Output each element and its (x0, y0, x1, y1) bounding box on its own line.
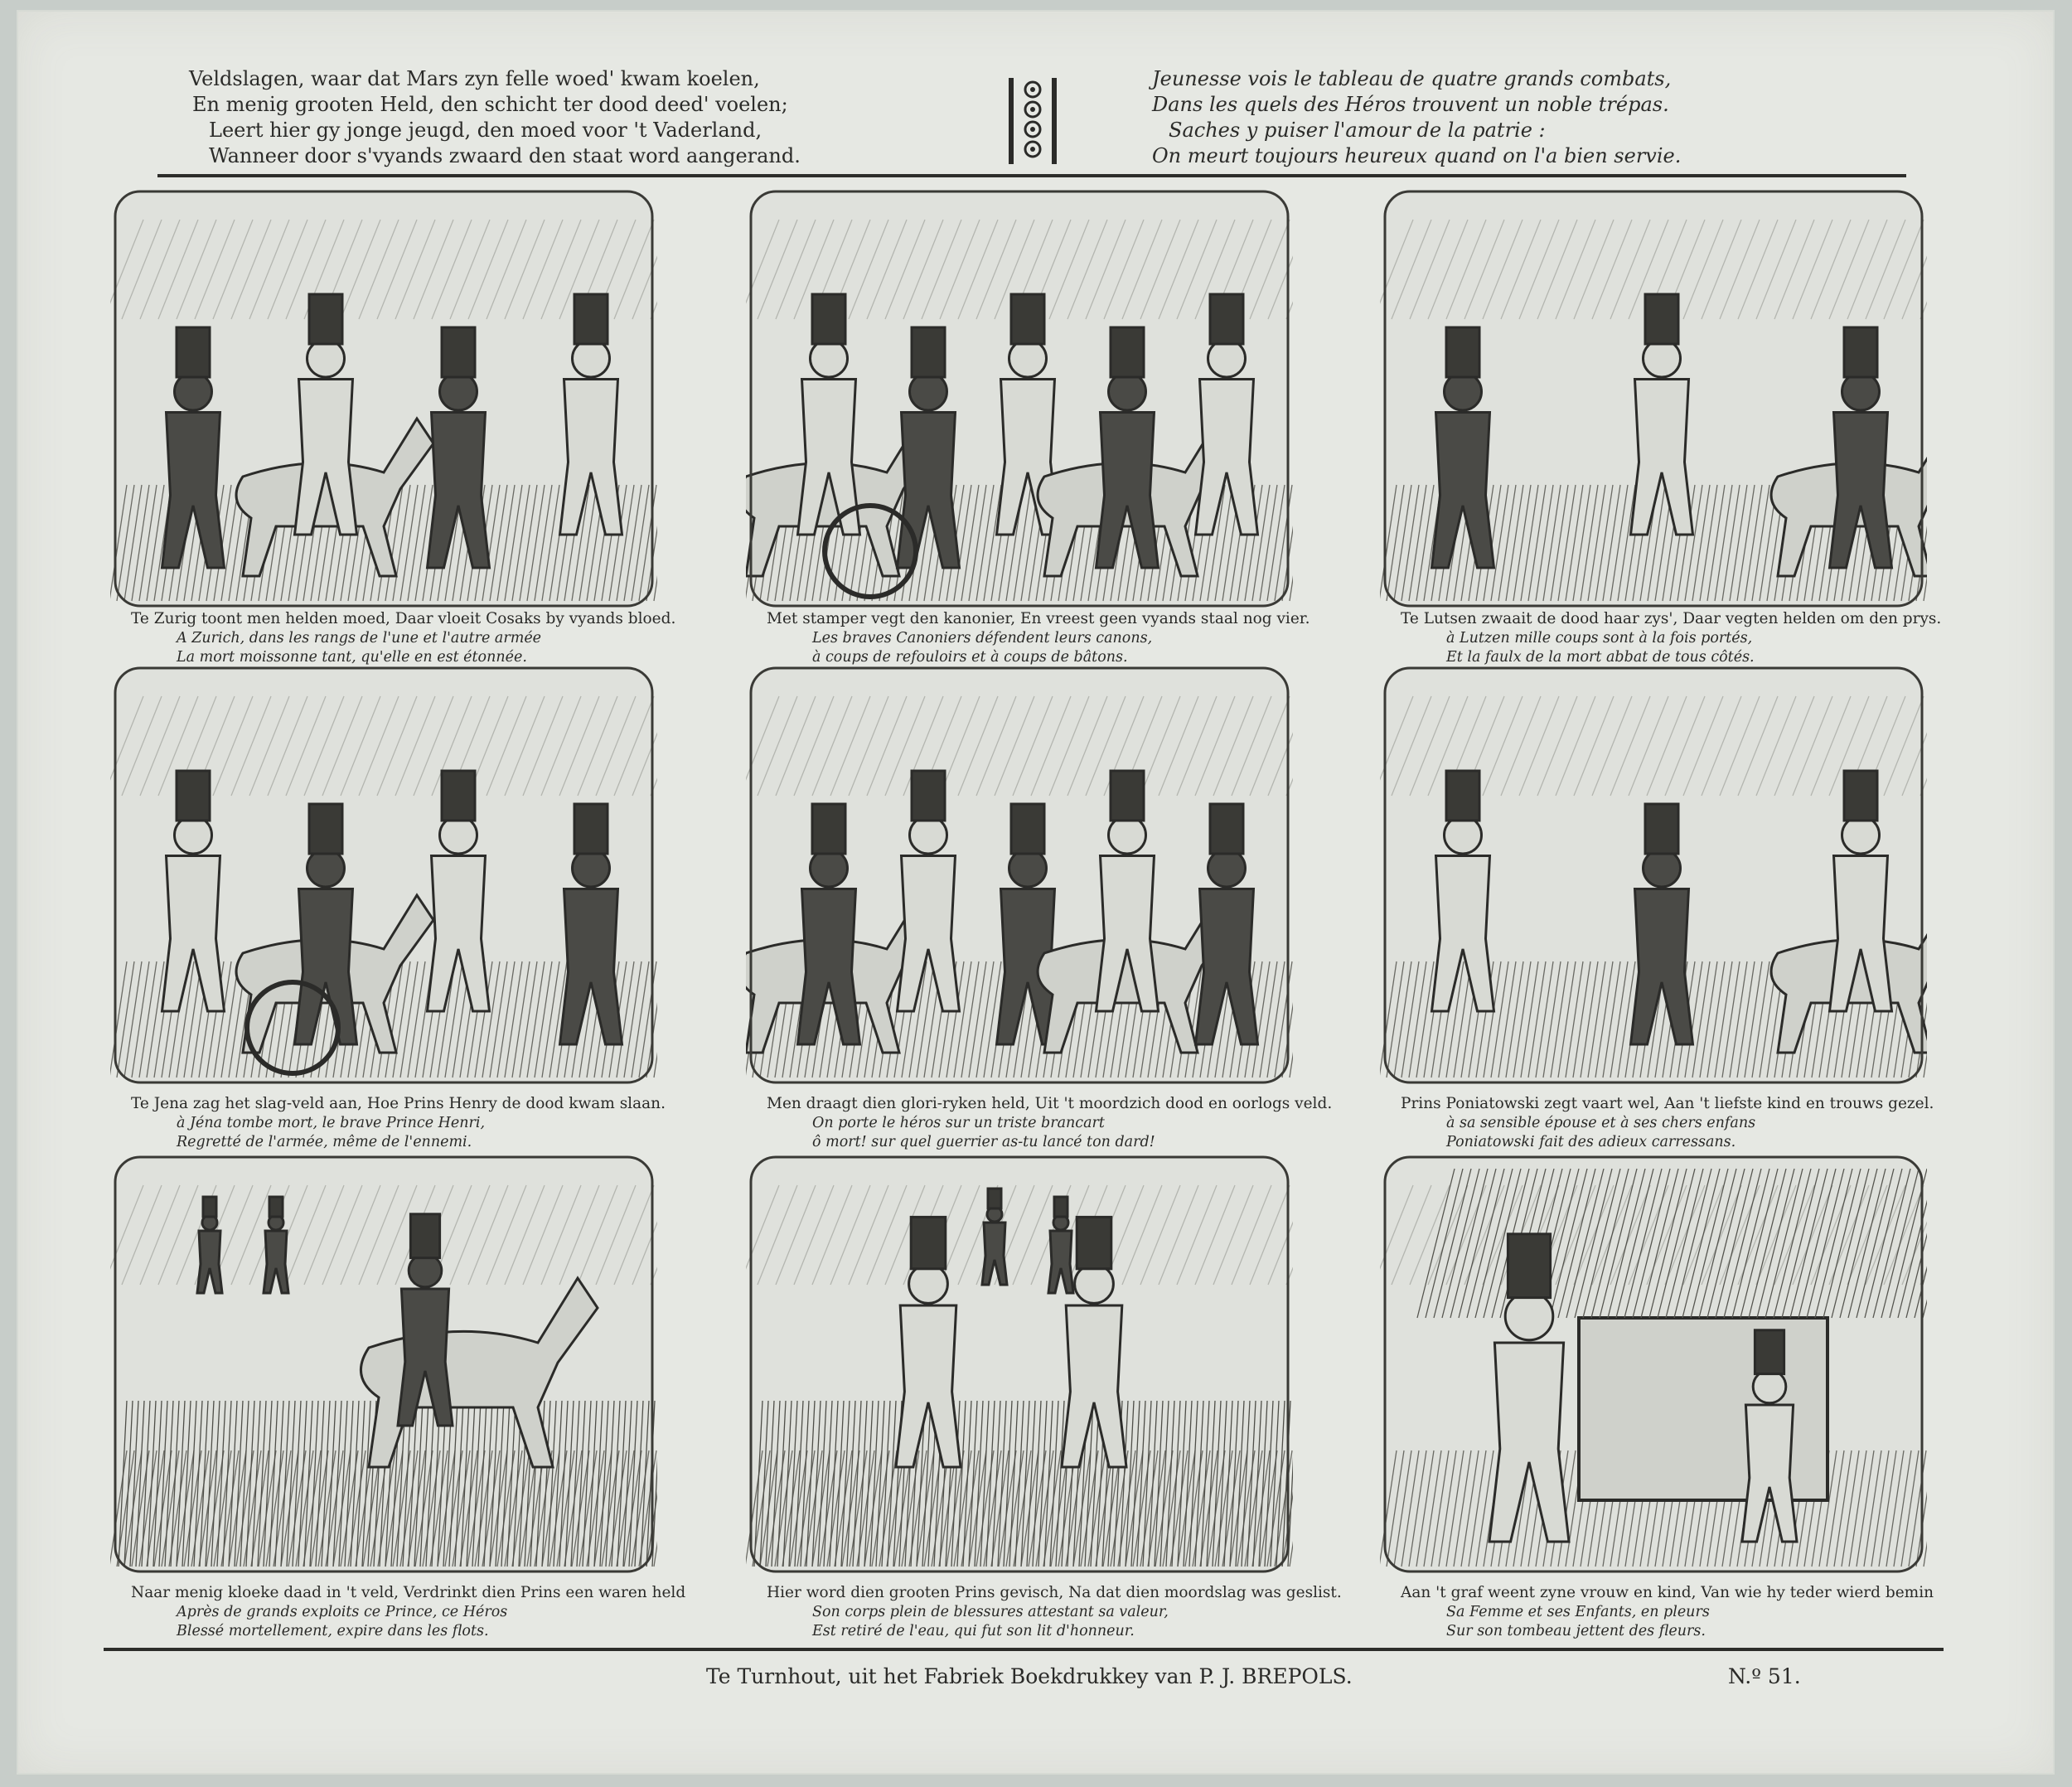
caption-dutch: Naar menig kloeke daad in 't veld, Verdrinkt dien Prins een waren held (131, 1584, 686, 1601)
panel-caption (767, 1094, 1347, 1152)
woodcut-prince-drowning (110, 1152, 657, 1596)
printer-imprint: Te Turnhout, uit het Fabriek Boekdrukkey van P. J. BREPOLS. (706, 1664, 1353, 1688)
verse-line: Dans les quels des Héros trouvent un noble trépas. (1152, 93, 1669, 116)
caption-french: Regretté de l'armée, même de l'ennemi. (177, 1134, 472, 1150)
panel-caption (767, 1583, 1347, 1641)
verse-line: Wanneer door s'vyands zwaard den staat word aangerand. (209, 144, 801, 167)
woodcut-lutzen-battle (1380, 186, 1927, 630)
caption-french: à Jéna tombe mort, le brave Prince Henri, (177, 1115, 486, 1131)
caption-dutch: Prins Poniatowski zegt vaart wel, Aan 't liefste kind en trouws gezel. (1401, 1095, 1934, 1112)
caption-french: On porte le héros sur un triste brancart (812, 1115, 1105, 1131)
panel-caption (131, 1094, 711, 1152)
caption-dutch: Men draagt dien glori-ryken held, Uit 't moordzich dood en oorlogs veld. (767, 1095, 1333, 1112)
caption-french: Les braves Canoniers défendent leurs canons, (812, 630, 1153, 647)
caption-french: ô mort! sur quel guerrier as-tu lancé ton dard! (812, 1134, 1155, 1150)
woodcut-mourning-at-grave (1380, 1152, 1927, 1596)
woodcut-poniatowski-farewell (1380, 663, 1927, 1107)
woodcut-jena-prince-henry (110, 663, 657, 1107)
ornament-divider (1007, 76, 1058, 166)
caption-french: à coups de refouloirs et à coups de bâtons. (812, 649, 1128, 666)
woodcut-hero-on-stretcher (746, 663, 1293, 1107)
caption-dutch: Te Lutsen zwaait de dood haar zys', Daar vegten helden om den prys. (1401, 610, 1942, 627)
panel-caption (1401, 1583, 1981, 1641)
caption-french: Sa Femme et ses Enfants, en pleurs (1446, 1604, 1710, 1620)
panel-caption (131, 1583, 711, 1641)
woodcut-cannoneer-defense (746, 186, 1293, 630)
caption-french: Sur son tombeau jettent des fleurs. (1446, 1623, 1706, 1639)
caption-dutch: Met stamper vegt den kanonier, En vreest geen vyands staal nog vier. (767, 610, 1310, 627)
caption-french: Et la faulx de la mort abbat de tous côtés. (1446, 649, 1755, 666)
caption-dutch: Te Zurig toont men helden moed, Daar vloeit Cosaks by vyands bloed. (131, 610, 676, 627)
panel-caption (1401, 1094, 1981, 1152)
french-verse (1152, 66, 1681, 169)
dutch-verse (189, 66, 801, 169)
panel-caption (1401, 609, 1981, 667)
header-rule (157, 174, 1906, 177)
caption-dutch: Aan 't graf weent zyne vrouw en kind, Van wie hy teder wierd bemin (1401, 1584, 1934, 1601)
caption-french: Est retiré de l'eau, qui fut son lit d'honneur. (812, 1623, 1135, 1639)
verse-line: Veldslagen, waar dat Mars zyn felle woed' kwam koelen, (189, 67, 760, 90)
verse-line: Jeunesse vois le tableau de quatre grands combats, (1152, 67, 1672, 90)
verse-line: On meurt toujours heureux quand on l'a bien servie. (1152, 144, 1682, 167)
verse-line: En menig grooten Held, den schicht ter dood deed' voelen; (192, 93, 788, 116)
caption-dutch: Hier word dien grooten Prins gevisch, Na dat dien moordslag was geslist. (767, 1584, 1342, 1601)
verse-line: Saches y puiser l'amour de la patrie : (1169, 119, 1546, 142)
panel-caption (767, 609, 1347, 667)
footer-rule (104, 1648, 1944, 1651)
caption-french: Poniatowski fait des adieux carressans. (1446, 1134, 1736, 1150)
sheet-number: N.º 51. (1728, 1664, 1801, 1688)
woodcut-zurich-battle (110, 186, 657, 630)
caption-french: Son corps plein de blessures attestant sa valeur, (812, 1604, 1169, 1620)
caption-french: A Zurich, dans les rangs de l'une et l'autre armée (177, 630, 542, 647)
caption-dutch: Te Jena zag het slag-veld aan, Hoe Prins Henry de dood kwam slaan. (131, 1095, 666, 1112)
woodcut-prince-recovered (746, 1152, 1293, 1596)
caption-french: La mort moissonne tant, qu'elle en est étonnée. (177, 649, 527, 666)
caption-french: Après de grands exploits ce Prince, ce Héros (177, 1604, 508, 1620)
panel-caption (131, 609, 711, 667)
verse-line: Leert hier gy jonge jeugd, den moed voor 't Vaderland, (209, 119, 762, 142)
caption-french: à sa sensible épouse et à ses chers enfans (1446, 1115, 1756, 1131)
caption-french: Blessé mortellement, expire dans les flots. (177, 1623, 489, 1639)
caption-french: à Lutzen mille coups sont à la fois portés, (1446, 630, 1753, 647)
